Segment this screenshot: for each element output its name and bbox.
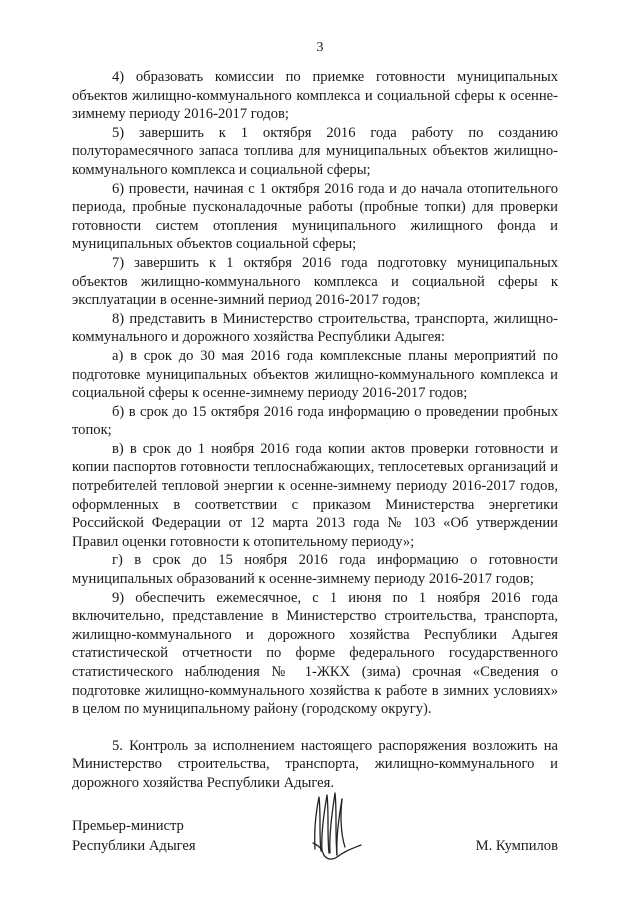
signatory-title xyxy=(72,816,196,856)
paragraph-item-8: 8) представить в Министерство строительства, транспорта, жилищно-коммунального и дорожного хозяйства Республики Адыгея: xyxy=(72,310,558,346)
paragraph-item-7: 7) завершить к 1 октября 2016 года подготовку муниципальных объектов жилищно-коммунального комплекса и социальной сферы к эксплуатации в осенне-зимний период 2016-2017 годов; xyxy=(72,254,558,309)
paragraph-subitem-v: в) в срок до 1 ноября 2016 года копии актов проверки готовности и копии паспортов готовности теплоснабжающих, теплосетевых организаций и потребителей тепловой энергии к осенне-зимнему периоду 2016-2017 годов, оформленных в соответствии с приказом Министерства энергетики Российской Федерации от 12 марта 2013 года № 103 «Об утверждении Правил оценки готовности к отопительному периоду»; xyxy=(72,440,558,550)
paragraph-item-6: 6) провести, начиная с 1 октября 2016 года и до начала отопительного периода, пробные пусконаладочные работы (пробные топки) для проверки готовности систем отопления муниципального жилищного фонда и муниципальных объектов социальной сферы; xyxy=(72,180,558,253)
signatory-title-line-2: Республики Адыгея xyxy=(72,838,196,854)
paragraph-item-5: 5) завершить к 1 октября 2016 года работу по созданию полуторамесячного запаса топлива для муниципальных объектов жилищно-коммунального комплекса и социальной сферы; xyxy=(72,124,558,178)
paragraph-control-clause: 5. Контроль за исполнением настоящего распоряжения возложить на Министерство строительства, транспорта, жилищно-коммунального и дорожного хозяйства Республики Адыгея. xyxy=(72,737,558,791)
paragraph-item-4: 4) образовать комиссии по приемке готовности муниципальных объектов жилищно-коммунального комплекса и социальной сферы к осенне-зимнему периоду 2016-2017 годов; xyxy=(72,69,558,123)
paragraph-item-9: 9) обеспечить ежемесячное, с 1 июня по 1 ноября 2016 года включительно, представление в Министерство строительства, транспорта, жилищно-коммунального и дорожного хозяйства Республики Адыгея статистической отчетности по форме федерального государственного статистического наблюдения № 1-ЖКХ (зима) срочная «Сведения о подготовке жилищно-коммунального хозяйства к работе в зимних условиях» в целом по муниципальному району (городскому округу). xyxy=(72,589,558,718)
paragraph-subitem-b: б) в срок до 15 октября 2016 года информацию о проведении пробных топок; xyxy=(72,403,558,439)
page-number: 3 xyxy=(316,40,324,55)
signatory-title-line-1: Премьер-министр xyxy=(72,818,184,834)
handwritten-signature xyxy=(307,787,367,867)
paragraph-subitem-g: г) в срок до 15 ноября 2016 года информацию о готовности муниципальных образований к осенне-зимнему периоду 2016-2017 годов; xyxy=(72,552,558,588)
paragraph-subitem-a: а) в срок до 30 мая 2016 года комплексные планы мероприятий по подготовке муниципальных объектов жилищно-коммунального комплекса и социальной сферы к осенне-зимнему периоду 2016-2017 годов; xyxy=(72,347,558,402)
signatory-name: М. Кумпилов xyxy=(475,838,558,854)
document-body xyxy=(72,68,558,793)
